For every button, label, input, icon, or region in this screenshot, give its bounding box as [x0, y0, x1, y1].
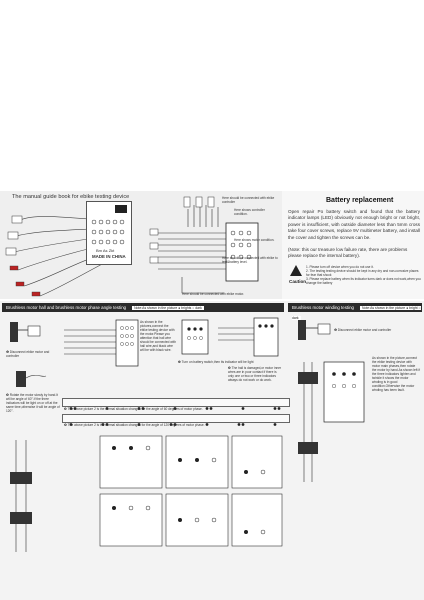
- caution-item: 3. Please replace battery when its indicator turns dark or does not work,when you change the battery: [306, 277, 421, 285]
- step-battery-switch: ❷ Turn on battery switch,then its indicator will be light: [178, 360, 254, 364]
- callout-battery-level: Here should be connected with ebike to test&battery level.: [222, 256, 278, 264]
- indicator-strip-120: [62, 414, 290, 423]
- caution-item: 1. Please turn off device when you do not use it.: [306, 265, 374, 269]
- indicator-strip-60: [62, 398, 290, 407]
- label-zkt: Zkt: [108, 248, 115, 253]
- step-disconnect: ❶ Disconnect ebike motor and controller: [6, 350, 50, 358]
- winding-step-disconnect: ❶ Disconnect ebike motor and controller: [334, 328, 392, 332]
- manual-title: The manual guide book for ebike testing device: [12, 194, 130, 200]
- winding-section-note: Note:As shown in the picture ● bright ○ dark: [292, 306, 421, 320]
- hall-connection-diagram: [60, 312, 140, 372]
- caution-label: Caution: [289, 279, 307, 284]
- callout-motor-condition: Here shows motor condition.: [234, 238, 275, 242]
- battery-note: (Note: this our treasure low failure rate, there are problems please replace the internal battery).: [288, 247, 408, 259]
- motor-rotation-image: [6, 368, 48, 390]
- battery-body: Open repair Po battery switch and found that the battery indicator lamps (LED) obviously not enough bright or not bright, power is insufficient, with outside diameter less than 5mm cross take four cover screws, replace 9V multimeter battery, and install the cover and tighten the screws can be.: [288, 209, 420, 240]
- label-bm: Bm: [96, 248, 102, 253]
- row-120-caption: ❺ The above picture 2 is the normal situation changes for the angle of 120 degrees of motor phase.: [64, 423, 205, 427]
- callout-controller: Here should be connected with ebike controller: [222, 196, 275, 204]
- battery-title: Battery replacement: [326, 197, 394, 204]
- caution-icon: [290, 265, 302, 276]
- caution-list: [306, 265, 422, 285]
- step-rotate-motor: ❸ Rotate the motor slowly by hand.It will be angle of 60°.If the three indicators will be light on or off at the same time,otherwise it will be angle of 120°.: [6, 393, 60, 413]
- hall-section-title: Brushless motor hall and brushless motor phase angle testing: [6, 305, 127, 310]
- winding-connection-diagram: [294, 352, 370, 492]
- hall-section-note: Note:As shown in the picture ● brights ○ dark: [134, 306, 202, 310]
- hall-grid-diagram: [96, 432, 286, 572]
- label-as: As: [102, 248, 108, 253]
- callout-motor-wire: Here should be connected with ebike motor.: [182, 292, 245, 296]
- step-connect-callout: As shown in the pictures,connect the ebike testing device with the motor.Please you attention that hall wire should be connected with hall wire,and black wire will be with black wire.: [140, 320, 176, 352]
- tester-switch-image-2: [216, 314, 282, 360]
- winding-motor-controller-image: [294, 316, 332, 344]
- callout-controller-condition: Here shows controller condition.: [234, 208, 265, 216]
- hall-damage-note: ❹ The hall is damaged,or motor inner wires are in poor contact if there is only one or two or three indicators always do not work or do work.: [228, 366, 282, 382]
- device-labels: [96, 248, 114, 253]
- hall-grid-diagram-left: [6, 432, 96, 562]
- motor-controller-image: [6, 318, 44, 346]
- hall-section-bar: [2, 303, 284, 312]
- winding-section-bar: [288, 303, 422, 320]
- row-60-caption: ❹ The above picture 2 is the normal situation changes for the angle of 60 degrees of motor phase.: [64, 407, 203, 411]
- made-in-label: MADE IN CHINA: [92, 254, 126, 259]
- caution-item: 2. The testing testing device should be kept in any dry and non-corrosive places for fear that shock: [306, 269, 419, 277]
- winding-connect-callout: As shown in the picture,connect the ebike testing device with motor main phases,then rotate the motor by hand.As shown left if the three indicators lighten and twinkle it shows the motor winding is in good condition.Otherwise the motor winding has been fault.: [372, 356, 421, 392]
- tester-switch-image: [180, 318, 212, 358]
- winding-section-title: Brushless motor winding testing: [292, 305, 354, 310]
